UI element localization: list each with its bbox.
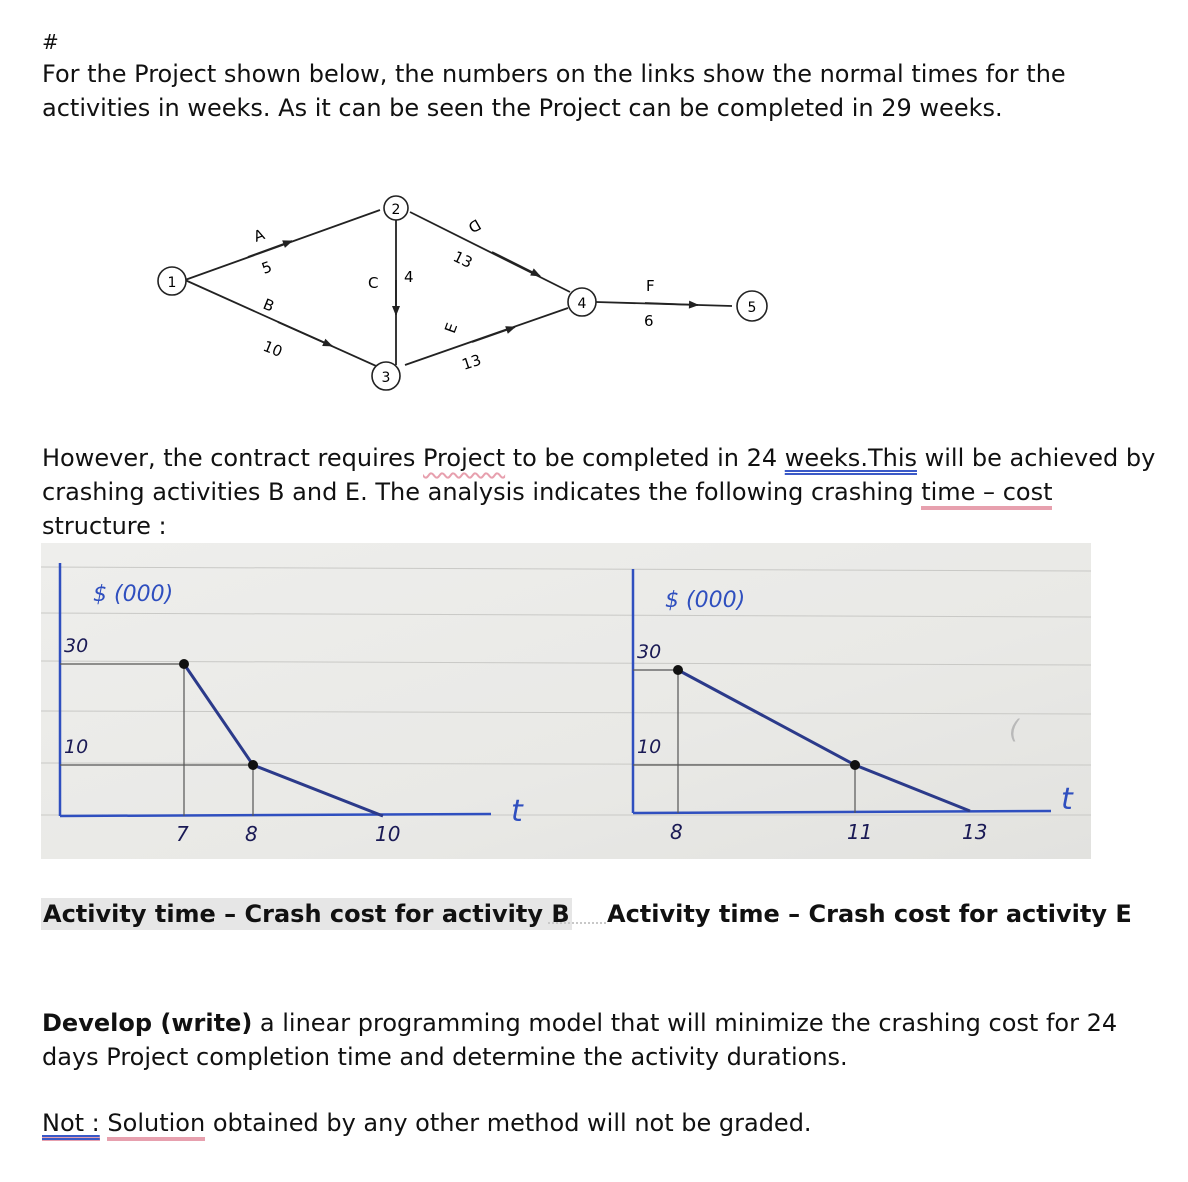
x-tick-10: 10 [375,822,401,846]
node-1 [158,267,186,295]
pencil-mark: ( [1009,715,1020,745]
note-line: Not : Solution obtained by any other method will not be graded. [42,1109,812,1137]
caption-dots [548,922,606,924]
crash-cost-charts-photo [41,543,1091,859]
project-word: Project [423,444,506,472]
weeks-word: weeks.This [784,444,917,472]
svg-text:4: 4 [577,296,587,312]
label-a-time: 5 [259,257,275,278]
label-f-time: 6 [644,312,654,330]
caption-activity-b: Activity time – Crash cost for activity B [43,900,570,928]
label-b-time: 10 [260,337,285,361]
x-tick-8: 8 [245,822,258,846]
contract-paragraph: However, the contract requires Project to be completed in 24 weeks.This will be achieved by crashing activities B and E. The analysis indicates the following crashing time – cost structure : [42,444,1156,540]
label-d: D [464,215,484,237]
node-2 [384,196,408,220]
x-tick-11: 11 [847,820,873,844]
x-axis-label: t [511,794,523,829]
label-a: A [251,225,268,246]
y-tick-30: 30 [64,635,89,657]
note-label: Not : [42,1109,100,1141]
x-axis-label: t [1061,782,1073,817]
task-paragraph: Develop (write) a linear programming model that will minimize the crashing cost for 24 days Project completion time and determine the activity durations. [42,1009,1118,1071]
intro-paragraph: For the Project shown below, the numbers on the links show the normal times for the activities in weeks. As it can be seen the Project can be completed in 29 weeks. [42,60,1066,122]
label-e: E [441,320,462,336]
label-e-time: 13 [459,350,484,374]
solution-word: Solution [107,1109,205,1141]
x-tick-13: 13 [962,820,988,844]
y-tick-10: 10 [64,736,89,758]
y-axis-label: $ (000) [93,582,174,607]
task-bold: Develop (write) [42,1009,253,1037]
x-tick-8: 8 [670,820,683,844]
label-d-time: 13 [450,247,476,272]
edge-d [410,212,570,292]
data-point-8 [673,665,683,675]
node-4 [568,288,596,316]
time-cost-phrase: time – cost [921,478,1052,510]
label-b: B [260,295,277,316]
node-3 [372,362,400,390]
y-tick-10: 10 [637,736,662,758]
project-network-diagram [120,180,820,420]
hash-mark: # [42,30,59,54]
node-5 [737,291,767,321]
caption-activity-e: Activity time – Crash cost for activity E [607,900,1132,928]
y-tick-30: 30 [637,641,662,663]
x-tick-7: 7 [176,822,189,846]
y-axis-label: $ (000) [665,588,746,613]
label-f: F [646,277,655,295]
label-c: C [368,274,379,292]
svg-text:2: 2 [391,202,401,218]
svg-text:3: 3 [381,370,391,386]
data-point-8 [248,760,258,770]
svg-text:5: 5 [747,300,757,316]
data-point-7 [179,659,189,669]
data-point-11 [850,760,860,770]
label-c-time: 4 [404,268,414,286]
svg-text:1: 1 [167,275,177,291]
